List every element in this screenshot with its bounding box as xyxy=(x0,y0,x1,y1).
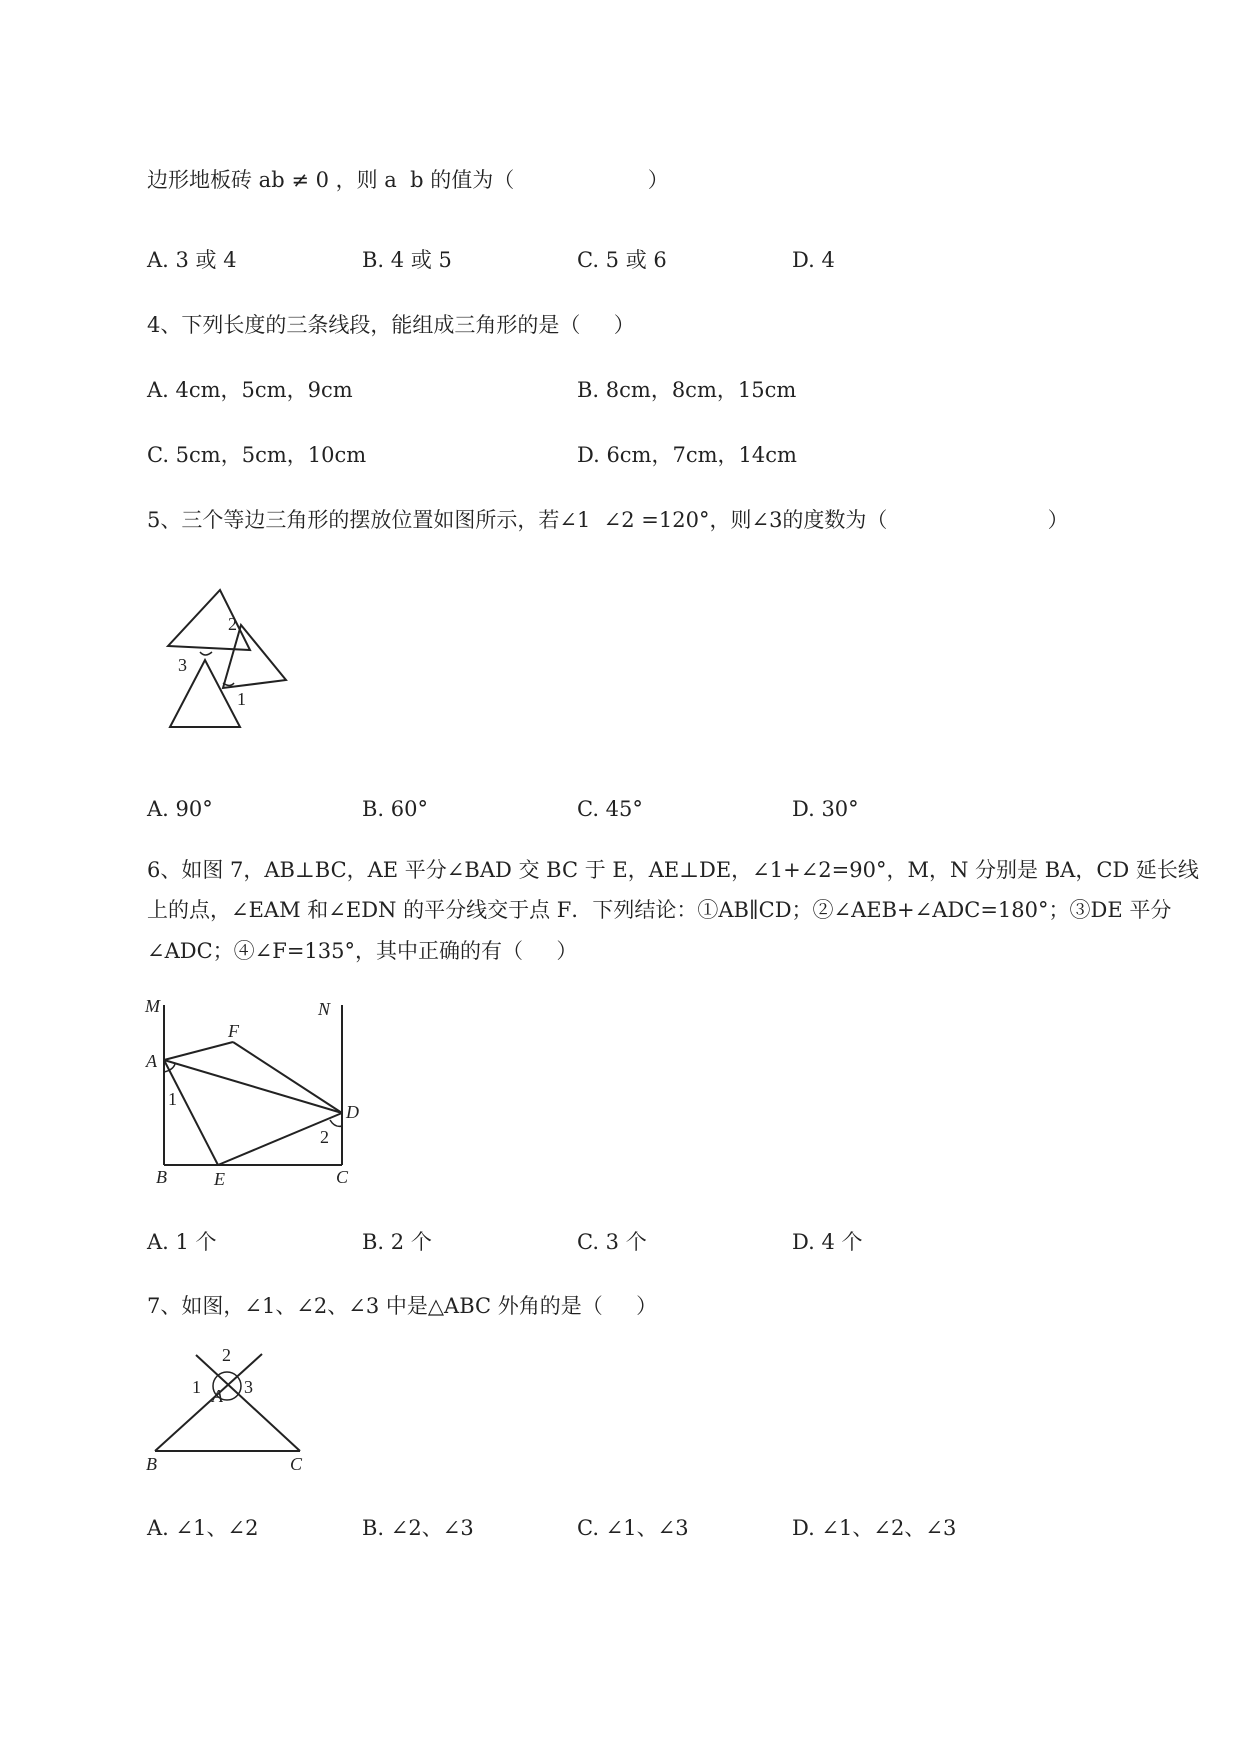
q5-label-1: 1 xyxy=(237,689,246,709)
q6-option-d: D. 4 个 xyxy=(792,1230,863,1254)
q6-line-AD xyxy=(164,1060,342,1113)
q7-label-A: A xyxy=(212,1386,223,1406)
q6-label-F: F xyxy=(228,1021,239,1041)
q6-line-FD xyxy=(233,1042,342,1113)
q7-option-d: D. ∠1、∠2、∠3 xyxy=(792,1516,957,1540)
q6-label-A: A xyxy=(146,1051,157,1071)
q7-label-1: 1 xyxy=(192,1377,201,1397)
q7-label-3: 3 xyxy=(244,1377,253,1397)
q6-stem-line3: ∠ADC；④∠F=135°，其中正确的有（ ） xyxy=(147,939,578,963)
q5-triangle-top xyxy=(168,590,250,650)
q3-option-b: B. 4 或 5 xyxy=(362,248,452,272)
q5-option-b: B. 60° xyxy=(362,797,429,821)
q6-label-E: E xyxy=(214,1169,225,1189)
q6-option-b: B. 2 个 xyxy=(362,1230,432,1254)
q3-stem: 边形地板砖 ab ≠ 0 ，则 a b 的值为（ ） xyxy=(147,168,669,192)
q5-angle3-arc xyxy=(200,652,212,655)
q6-label-C: C xyxy=(336,1167,349,1187)
q5-option-a: A. 90° xyxy=(147,797,213,821)
q5-label-3: 3 xyxy=(178,655,187,675)
q5-triangle-right xyxy=(223,625,286,688)
q7-label-C: C xyxy=(290,1454,303,1474)
q7-label-B: B xyxy=(146,1454,157,1474)
q6-line-AF xyxy=(164,1042,233,1060)
q4-option-b: B. 8cm，8cm，15cm xyxy=(577,378,797,402)
q6-label-2: 2 xyxy=(320,1127,329,1147)
q7-option-a: A. ∠1、∠2 xyxy=(147,1516,259,1540)
q7-option-b: B. ∠2、∠3 xyxy=(362,1516,474,1540)
q7-line-BA-extended xyxy=(155,1354,262,1451)
q6-label-D: D xyxy=(346,1102,359,1122)
q7-stem: 7、如图，∠1、∠2、∠3 中是△ABC 外角的是（ ） xyxy=(147,1294,658,1318)
q7-option-c: C. ∠1、∠3 xyxy=(577,1516,689,1540)
q3-option-c: C. 5 或 6 xyxy=(577,248,667,272)
q5-stem: 5、三个等边三角形的摆放位置如图所示，若∠1 ∠2 =120°，则∠3的度数为（ ） xyxy=(147,508,1069,532)
q6-quadrilateral-figure xyxy=(140,990,380,1190)
q6-label-B: B xyxy=(156,1167,167,1187)
q6-option-c: C. 3 个 xyxy=(577,1230,647,1254)
q6-stem-line1: 6、如图 7，AB⊥BC，AE 平分∠BAD 交 BC 于 E，AE⊥DE，∠1+∠2=90°，M，N 分别是 BA，CD 延长线 xyxy=(147,858,1199,882)
q4-option-d: D. 6cm，7cm，14cm xyxy=(577,443,797,467)
q6-label-1: 1 xyxy=(168,1089,177,1109)
q4-stem: 4、下列长度的三条线段，能组成三角形的是（ ） xyxy=(147,313,635,337)
q6-stem-line2: 上的点，∠EAM 和∠EDN 的平分线交于点 F．下列结论：①AB∥CD；②∠AEB+∠ADC=180°；③DE 平分 xyxy=(147,898,1172,922)
q5-option-d: D. 30° xyxy=(792,797,859,821)
q4-option-c: C. 5cm，5cm，10cm xyxy=(147,443,367,467)
q7-label-2: 2 xyxy=(222,1345,231,1365)
q6-option-a: A. 1 个 xyxy=(147,1230,217,1254)
q5-label-2: 2 xyxy=(228,614,237,634)
q3-option-a: A. 3 或 4 xyxy=(147,248,237,272)
q6-line-AE xyxy=(164,1060,218,1165)
q5-option-c: C. 45° xyxy=(577,797,643,821)
q7-triangle-figure xyxy=(140,1340,320,1475)
q6-label-N: N xyxy=(318,999,331,1019)
q4-option-a: A. 4cm，5cm，9cm xyxy=(147,378,353,402)
q6-angle2-arc xyxy=(330,1120,342,1126)
q3-option-d: D. 4 xyxy=(792,248,835,272)
q5-triangles-figure xyxy=(160,580,300,740)
q6-label-M: M xyxy=(145,996,160,1016)
